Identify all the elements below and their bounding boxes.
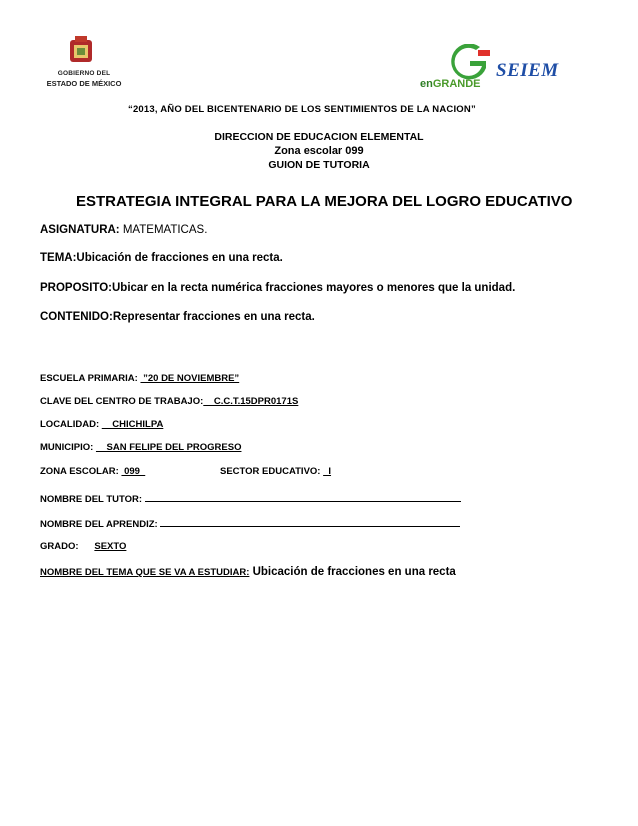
tema-estudiar-value: Ubicación de fracciones en una recta [249,566,456,578]
municipio-value: SAN FELIPE DEL PROGRESO [95,442,242,453]
zona-escolar-value: 099 [121,466,146,477]
cct-field [40,396,298,407]
aprendiz-label: NOMBRE DEL APRENDIZ: [40,519,158,530]
escuela-field [40,373,239,384]
tutor-field [40,491,461,505]
grado-value: SEXTO [94,541,127,552]
proposito-label: PROPOSITO: [40,282,112,294]
sector-label: SECTOR EDUCATIVO: [220,466,321,477]
municipio-field [40,442,241,453]
contenido-line [40,311,315,323]
tema-estudiar-label: NOMBRE DEL TEMA QUE SE VA A ESTUDIAR: [40,567,250,578]
zona-escolar-field [40,466,145,477]
escuela-label: ESCUELA PRIMARIA: [40,373,138,384]
seiem-wordmark: SEIEM [496,60,559,81]
state-crest-icon [66,36,96,64]
engrande-rest: GRANDE [432,78,481,90]
contenido-value: Representar fracciones en una recta. [112,311,315,323]
municipio-label: MUNICIPIO: [40,442,94,453]
sector-field [220,466,331,477]
seiem-logo [420,44,580,100]
strategy-title: ESTRATEGIA INTEGRAL PARA LA MEJORA DEL LOGRO EDUCATIVO [76,193,573,210]
guion-heading: GUION DE TUTORIA [268,159,370,171]
direccion-heading: DIRECCION DE EDUCACION ELEMENTAL [214,131,424,143]
gobierno-text-line2: ESTADO DE MÉXICO [46,79,122,88]
gobierno-text-line1: GOBIERNO DEL [57,70,111,77]
tema-label: TEMA: [40,252,77,264]
localidad-label: LOCALIDAD: [40,419,100,430]
asignatura-label: ASIGNATURA: [40,224,120,236]
g-mark-icon [446,44,492,80]
tema-estudiar-field [40,566,456,578]
cct-label: CLAVE DEL CENTRO DE TRABAJO: [40,396,204,407]
gobierno-logo [38,36,128,96]
tutor-label: NOMBRE DEL TUTOR: [40,494,143,505]
escuela-value: ”20 DE NOVIEMBRE” [140,373,240,384]
tema-line [40,252,283,264]
zona-escolar-label: ZONA ESCOLAR: [40,466,119,477]
tema-value: Ubicación de fracciones en una recta. [76,252,283,264]
sector-value: I [323,466,332,477]
cct-value: C.C.T.15DPR0171S [203,396,299,407]
proposito-line [40,282,515,294]
year-motto: “2013, AÑO DEL BICENTENARIO DE LOS SENTIMIENTOS DE LA NACION” [128,104,476,115]
zona-heading: Zona escolar 099 [274,145,364,157]
tutor-blank-line[interactable] [145,491,461,502]
aprendiz-blank-line[interactable] [160,516,460,527]
grado-field [40,541,126,552]
grado-label: GRADO: [40,541,79,552]
asignatura-value: MATEMATICAS. [119,224,208,236]
proposito-value: Ubicar en la recta numérica fracciones mayores o menores que la unidad. [112,282,516,294]
localidad-value: CHICHILPA [101,419,164,430]
engrande-wordmark [420,78,481,90]
contenido-label: CONTENIDO: [40,311,113,323]
localidad-field [40,419,163,430]
engrande-en: en [420,78,433,90]
asignatura-line [40,224,207,236]
aprendiz-field [40,516,460,530]
